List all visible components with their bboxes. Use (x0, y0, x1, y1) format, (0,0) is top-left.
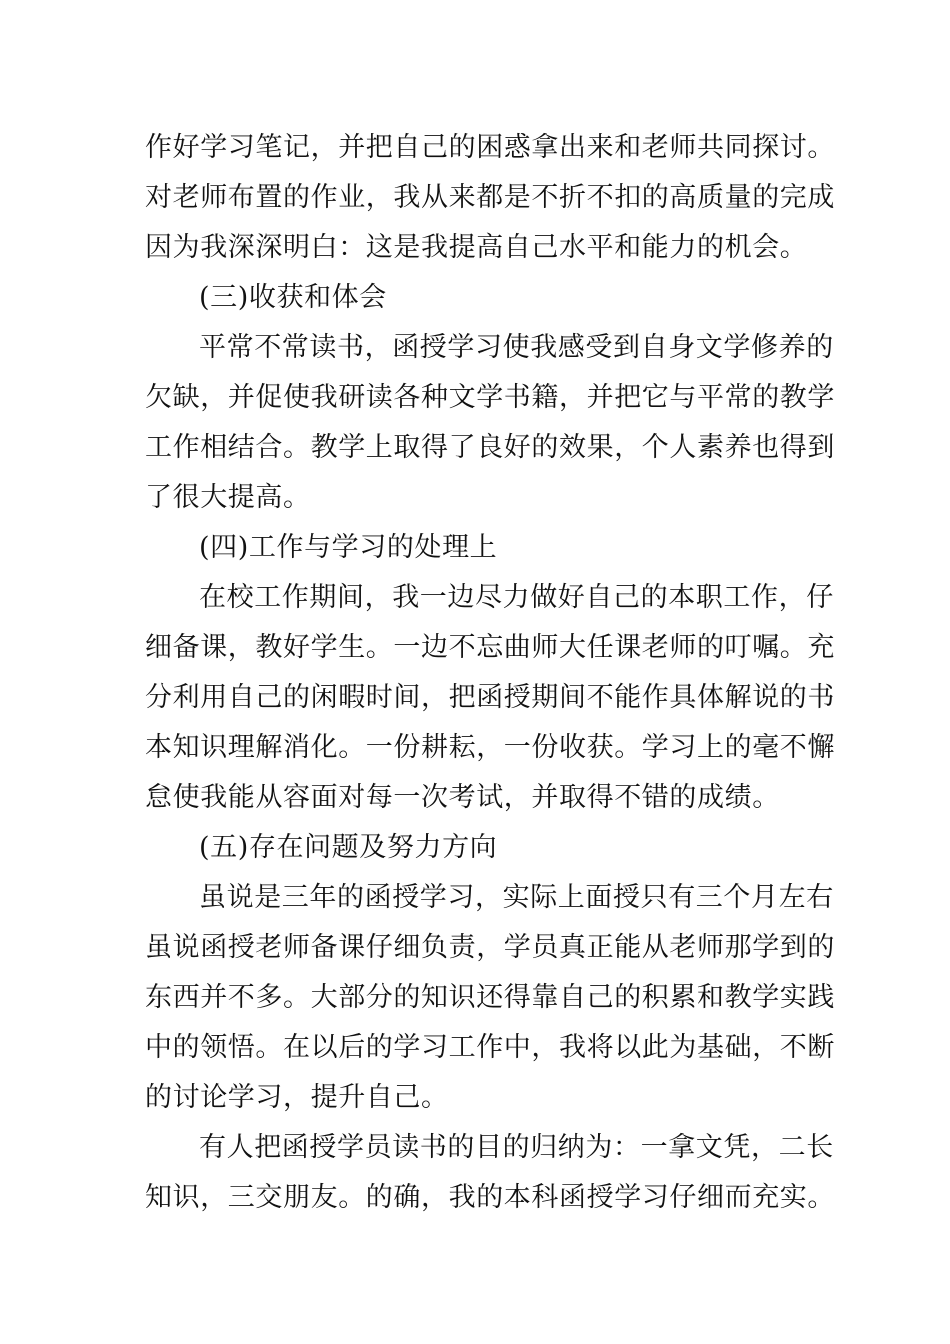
paragraph-line: 东西并不多。大部分的知识还得靠自己的积累和教学实践 (145, 982, 835, 1013)
section-heading: (五)存在问题及努力方向 (199, 832, 498, 863)
section-heading: (四)工作与学习的处理上 (199, 532, 498, 563)
paragraph-line: 分利用自己的闲暇时间，把函授期间不能作具体解说的书 (145, 682, 835, 713)
paragraph-line: 怠使我能从容面对每一次考试，并取得不错的成绩。 (145, 782, 780, 813)
paragraph-line: 欠缺，并促使我研读各种文学书籍，并把它与平常的教学 (145, 382, 835, 413)
paragraph-line: 了很大提高。 (145, 482, 311, 513)
paragraph-line: 的讨论学习，提升自己。 (145, 1082, 449, 1113)
paragraph-line: 虽说函授老师备课仔细负责，学员真正能从老师那学到的 (145, 932, 835, 963)
section-heading: (三)收获和体会 (199, 282, 387, 313)
paragraph-line: 虽说是三年的函授学习，实际上面授只有三个月左右 (199, 882, 834, 913)
paragraph-line: 本知识理解消化。一份耕耘，一份收获。学习上的毫不懈 (145, 732, 835, 763)
paragraph-line: 知识，三交朋友。的确，我的本科函授学习仔细而充实。 (145, 1182, 835, 1213)
paragraph-line: 工作相结合。教学上取得了良好的效果，个人素养也得到 (145, 432, 835, 463)
paragraph-line: 因为我深深明白：这是我提高自己水平和能力的机会。 (145, 232, 808, 263)
paragraph-line: 中的领悟。在以后的学习工作中，我将以此为基础，不断 (145, 1032, 835, 1063)
paragraph-line: 对老师布置的作业，我从来都是不折不扣的高质量的完成 (145, 182, 835, 213)
paragraph-line: 细备课，教好学生。一边不忘曲师大任课老师的叮嘱。充 (145, 632, 835, 663)
paragraph-line: 有人把函授学员读书的目的归纳为：一拿文凭，二长 (199, 1132, 834, 1163)
paragraph-line: 作好学习笔记，并把自己的困惑拿出来和老师共同探讨。 (145, 132, 835, 163)
paragraph-line: 在校工作期间，我一边尽力做好自己的本职工作，仔 (199, 582, 834, 613)
paragraph-line: 平常不常读书，函授学习使我感受到自身文学修养的 (199, 332, 834, 363)
